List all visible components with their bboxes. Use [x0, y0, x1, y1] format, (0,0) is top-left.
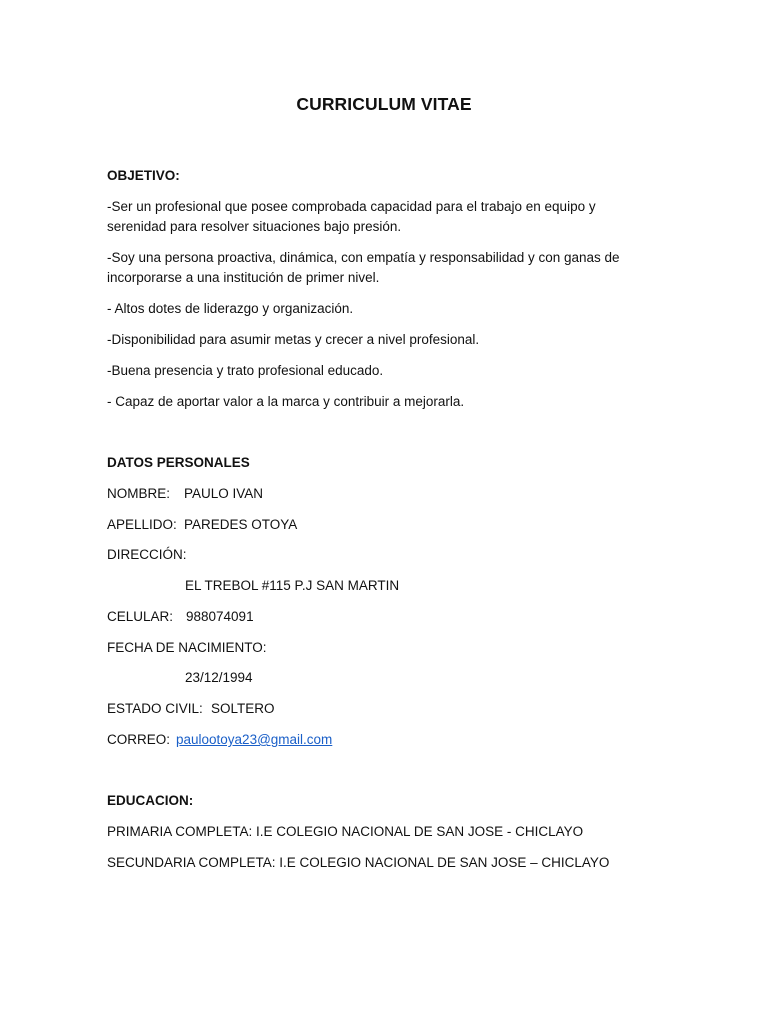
estado-civil-label: ESTADO CIVIL: [107, 701, 203, 716]
nombre-value: PAULO IVAN [184, 486, 264, 501]
objetivo-line-3: -Soy una persona proactiva, dinámica, con empatía y responsabilidad y con ganas de [107, 250, 620, 265]
celular-label: CELULAR: [107, 609, 174, 624]
objetivo-line-8: - Capaz de aportar valor a la marca y contribuir a mejorarla. [107, 394, 465, 409]
direccion-label: DIRECCIÓN: [107, 547, 187, 562]
educacion-primaria: PRIMARIA COMPLETA: I.E COLEGIO NACIONAL DE SAN JOSE - CHICLAYO [107, 824, 584, 839]
apellido-value: PAREDES OTOYA [184, 517, 298, 532]
fecha-nacimiento-value: 23/12/1994 [185, 670, 253, 685]
estado-civil-value: SOLTERO [211, 701, 275, 716]
fecha-nacimiento-label: FECHA DE NACIMIENTO: [107, 640, 267, 655]
direccion-value: EL TREBOL #115 P.J SAN MARTIN [185, 578, 400, 593]
objetivo-line-7: -Buena presencia y trato profesional educado. [107, 363, 384, 378]
objetivo-line-6: -Disponibilidad para asumir metas y crecer a nivel profesional. [107, 332, 480, 347]
educacion-secundaria: SECUNDARIA COMPLETA: I.E COLEGIO NACIONAL DE SAN JOSE – CHICLAYO [107, 855, 610, 870]
objetivo-line-2: serenidad para resolver situaciones bajo presión. [107, 219, 402, 234]
apellido-label: APELLIDO: [107, 517, 177, 532]
correo-label: CORREO: [107, 732, 171, 747]
correo-link[interactable]: paulootoya23@gmail.com [176, 732, 333, 747]
nombre-label: NOMBRE: [107, 486, 171, 501]
objetivo-line-1: -Ser un profesional que posee comprobada capacidad para el trabajo en equipo y [107, 199, 596, 214]
educacion-heading: EDUCACION: [107, 793, 194, 808]
page-title: CURRICULUM VITAE [296, 94, 472, 114]
celular-value: 988074091 [186, 609, 254, 624]
objetivo-heading: OBJETIVO: [107, 168, 180, 183]
objetivo-line-5: - Altos dotes de liderazgo y organización. [107, 301, 354, 316]
objetivo-line-4: incorporarse a una institución de primer nivel. [107, 270, 380, 285]
datos-heading: DATOS PERSONALES [107, 455, 250, 470]
